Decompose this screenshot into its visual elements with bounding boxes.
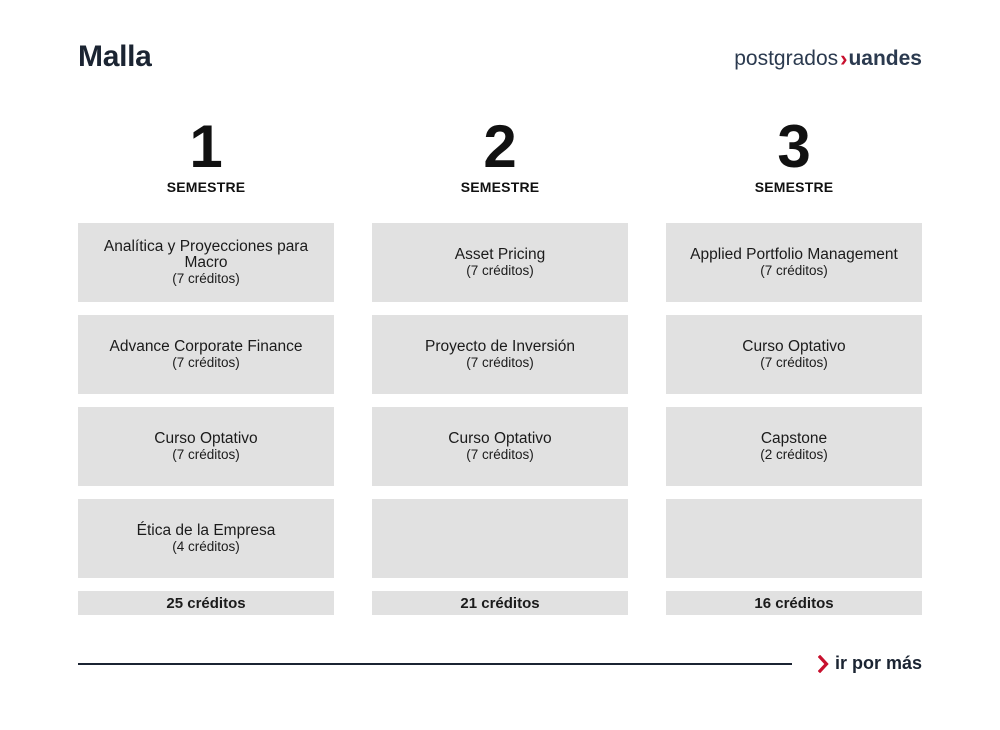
brand-part2: uandes xyxy=(848,47,922,70)
footer-divider xyxy=(78,663,792,665)
course-card xyxy=(666,315,922,394)
course-credits: (7 créditos) xyxy=(172,354,240,370)
more-link-label: ir por más xyxy=(834,653,922,673)
course-card xyxy=(78,407,334,486)
course-name: Applied Portfolio Management xyxy=(690,245,898,263)
course-card xyxy=(78,315,334,394)
course-name: Curso Optativo xyxy=(448,429,552,447)
course-card-empty xyxy=(666,499,922,578)
course-name: Curso Optativo xyxy=(742,337,846,355)
course-card xyxy=(372,407,628,486)
course-credits: (7 créditos) xyxy=(760,354,828,370)
semester-total-credits: 16 créditos xyxy=(666,591,922,615)
course-credits: (7 créditos) xyxy=(172,446,240,462)
brand-logo[interactable] xyxy=(734,46,922,72)
course-card xyxy=(78,223,334,302)
course-card xyxy=(372,223,628,302)
semester-label: SEMESTRE xyxy=(166,179,246,195)
course-credits: (7 créditos) xyxy=(466,446,534,462)
brand-part1: postgrados xyxy=(734,47,839,70)
course-card-empty xyxy=(372,499,628,578)
course-card xyxy=(78,499,334,578)
semester-column-2 xyxy=(372,115,628,615)
course-name: Capstone xyxy=(760,429,828,447)
chevron-right-icon xyxy=(818,655,829,673)
course-card xyxy=(372,315,628,394)
course-name: Asset Pricing xyxy=(454,245,546,263)
semester-number: 3 xyxy=(777,113,811,180)
course-credits: (7 créditos) xyxy=(466,354,534,370)
page-title: Malla xyxy=(78,40,152,73)
course-name: Analítica y Proyecciones para Macro xyxy=(103,237,309,271)
brand-chevron-icon: › xyxy=(840,46,848,71)
semester-column-3 xyxy=(666,115,922,615)
semester-header xyxy=(666,115,922,223)
semester-header xyxy=(372,115,628,223)
course-credits: (7 créditos) xyxy=(760,262,828,278)
course-card xyxy=(666,223,922,302)
semester-label: SEMESTRE xyxy=(754,179,834,195)
course-credits: (2 créditos) xyxy=(760,446,828,462)
semester-total-credits: 21 créditos xyxy=(372,591,628,615)
course-name: Curso Optativo xyxy=(154,429,258,447)
course-credits: (7 créditos) xyxy=(466,262,534,278)
course-card xyxy=(666,407,922,486)
semester-total-credits: 25 créditos xyxy=(78,591,334,615)
course-name: Proyecto de Inversión xyxy=(425,337,575,355)
semester-header xyxy=(78,115,334,223)
semester-label: SEMESTRE xyxy=(460,179,540,195)
course-name: Advance Corporate Finance xyxy=(109,337,303,355)
course-credits: (7 créditos) xyxy=(172,270,240,286)
semester-number: 1 xyxy=(189,113,223,180)
course-name: Ética de la Empresa xyxy=(136,521,276,539)
semester-number: 2 xyxy=(483,113,517,180)
course-credits: (4 créditos) xyxy=(172,538,240,554)
more-link[interactable] xyxy=(818,653,922,674)
semester-column-1 xyxy=(78,115,334,615)
